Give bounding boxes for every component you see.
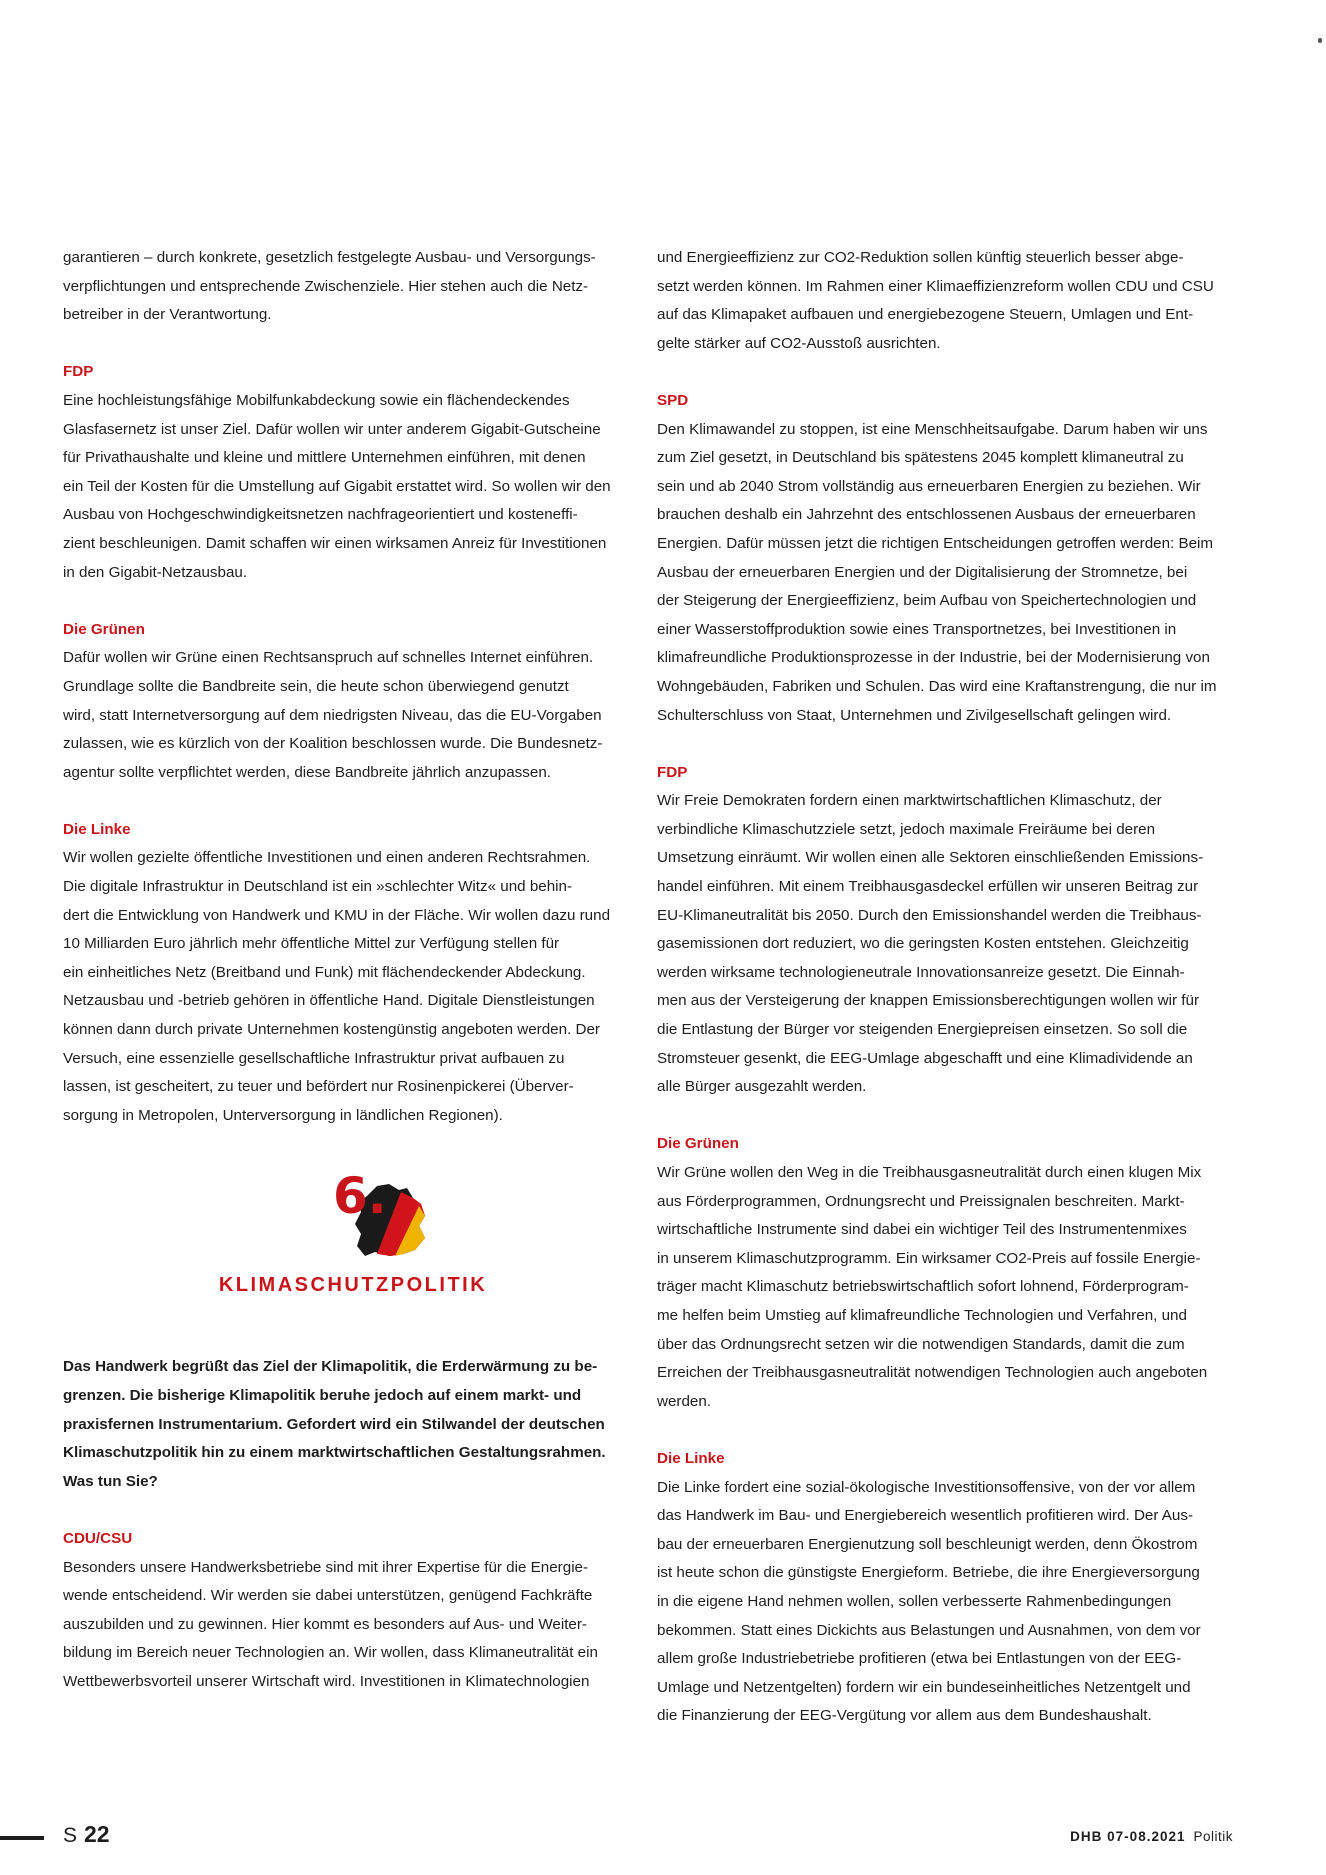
answer-gruene-digital xyxy=(63,616,643,788)
topic-title: KLIMASCHUTZPOLITIK xyxy=(218,1274,488,1297)
party-heading: Die Grünen xyxy=(63,620,145,638)
cdu-continuation xyxy=(657,244,1257,358)
footer-info xyxy=(1070,1827,1233,1847)
intro-section xyxy=(63,244,643,330)
party-heading: Die Linke xyxy=(63,820,131,838)
magazine-issue: DHB 07-08.2021 xyxy=(1070,1829,1186,1844)
answer-gruene-climate xyxy=(657,1130,1257,1416)
left-column xyxy=(63,244,643,1725)
answer-text: Die Linke fordert eine sozial-ökologische Investitionsoffensive, von der vor allem das Handwerk im Bau- und Energiebereich wesentlich profitieren wird. Der Aus- bau der erneuerbaren Energienutzung soll beschleunigt werden, denn Ökostrom ist heute schon die günstigste Energieform. Betriebe, die ihre Energieversorgung in die eigene Hand nehmen wollen, sollen verbesserte Rahmenbedingungen bekommen. Statt eines Dickichts aus Belastungen und Ausnahmen, von dem vor allem große Industriebetriebe profitieren (etwa bei Entlastungen von der EEG- Umlage und Netzentgelten) fordern wir ein bundeseinheitliches Netzentgelt und die Finanzierung der EEG-Vergütung vor allem aus dem Bundeshaushalt. xyxy=(657,1478,1201,1725)
right-column xyxy=(657,244,1257,1759)
answer-text: Wir Grüne wollen den Weg in die Treibhausgasneutralität durch einen klugen Mix aus Förderprogrammen, Ordnungsrecht und Preissignalen beschreiten. Markt- wirtschaftliche Instrumente sind dabei ein wichtiger Teil des Instrumentenmixes in unserem Klimaschutzprogramm. Ein wirksamer CO2-Preis auf fossile Energie- träger macht Klimaschutz betriebswirtschaftlich sofort lohnend, Förderprogram- me helfen beim Umstieg auf klimafreundliche Technologien und Verfahren, und über das Ordnungsrecht setzen wir die notwendigen Standards, damit die zum Erreichen der Treibhausgasneutralität notwendigen Technologien auch angeboten werden. xyxy=(657,1164,1208,1410)
continuation-text: und Energieeffizienz zur CO2-Reduktion sollen künftig steuerlich besser abge- setzt werden können. Im Rahmen einer Klimaeffizienzreform wollen CDU und CSU auf das Klimapaket aufbauen und energiebezogene Steuern, Umlagen und Ent- gelte stärker auf CO2-Ausstoß ausrichten. xyxy=(657,249,1214,352)
answer-text: Dafür wollen wir Grüne einen Rechtsanspruch auf schnelles Internet einführen. Grundlage sollte die Bandbreite sein, die heute schon überwiegend genutzt wird, statt Internetversorgung auf dem niedrigsten Niveau, das die EU-Vorgaben zulassen, wie es kürzlich von der Koalition beschlossen wurde. Die Bundesnetz- agentur sollte verpflichtet werden, diese Bandbreite jährlich anzupassen. xyxy=(63,649,603,781)
answer-text: Wir wollen gezielte öffentliche Investitionen und einen anderen Rechtsrahmen. Die digitale Infrastruktur in Deutschland ist ein »schlechter Witz« und behin- dert die Entwicklung von Handwerk und KMU in der Fläche. Wir wollen dazu rund 10 Milliarden Euro jährlich mehr öffentliche Mittel zur Verfügung stellen für ein einheitliches Netz (Breitband und Funk) mit flächendeckender Abdeckung. Netzausbau und -betrieb gehören in öffentliche Hand. Digitale Dienstleistungen können dann durch private Unternehmen kostengünstig angeboten werden. Der Versuch, eine essenzielle gesellschaftliche Infrastruktur privat aufbauen zu lassen, ist gescheitert, zu teuer und befördert nur Rosinenpickerei (Überver- sorgung in Metropolen, Unterversorgung in ländlichen Regionen). xyxy=(63,849,611,1124)
answer-text: Wir Freie Demokraten fordern einen marktwirtschaftlichen Klimaschutz, der verbindliche Klimaschutzziele setzt, jedoch maximale Freiräume bei deren Umsetzung einräumt. Wir wollen einen alle Sektoren einschließenden Emissions- handel einführen. Mit einem Treibhausgasdeckel erfüllen wir unseren Beitrag zur EU-Klimaneutralität bis 2050. Durch den Emissionshandel werden die Treibhaus- gasemissionen dort reduziert, wo die geringsten Kosten entstehen. Gleichzeitig werden wirksame technologieneutrale Innovationsanreize gesetzt. Die Einnah- men aus der Versteigerung der knappen Emissionsberechtigungen wollen wir für die Entlastung der Bürger vor steigenden Energiepreisen einsetzen. So soll die Stromsteuer gesenkt, die EEG-Umlage abgeschafft und eine Klimadividende an alle Bürger ausgezahlt werden. xyxy=(657,792,1204,1096)
party-heading: FDP xyxy=(63,363,94,381)
corner-mark xyxy=(1318,38,1322,43)
answer-cdu-climate xyxy=(63,1525,643,1697)
question-text: Das Handwerk begrüßt das Ziel der Klimapolitik, die Erderwärmung zu be- grenzen. Die bisherige Klimapolitik beruhe jedoch auf einem markt- und praxisfernen Instrumentarium. Gefordert wird ein Stilwandel der deutschen Klimaschutzpolitik hin zu einem marktwirtschaftlichen Gestaltungsrahmen. Was tun Sie? xyxy=(63,1358,606,1490)
page-number: 22 xyxy=(84,1821,110,1847)
answer-fdp-digital xyxy=(63,358,643,587)
answer-text: Besonders unsere Handwerksbetriebe sind mit ihrer Expertise für die Energie- wende entscheidend. Wir werden sie dabei unterstützen, genügend Fachkräfte auszubilden und zu gewinnen. Hier kommt es besonders auf Aus- und Weiter- bildung im Bereich neuer Technologien an. Wir wollen, dass Klimaneutralität ein Wettbewerbsvorteil unserer Wirtschaft wird. Investitionen in Klimatechnologien xyxy=(63,1558,598,1690)
intro-text: garantieren – durch konkrete, gesetzlich festgelegte Ausbau- und Versorgungs- verpflichtungen und entsprechende Zwischenziele. Hier stehen auch die Netz- betreiber in der Verantwortung. xyxy=(63,249,596,324)
party-heading: Die Linke xyxy=(657,1449,725,1467)
topic-badge xyxy=(63,1166,643,1311)
footer-rule xyxy=(0,1836,44,1840)
footer-section-name: Politik xyxy=(1193,1829,1233,1844)
footer-section-letter: S xyxy=(63,1824,78,1847)
party-heading: CDU/CSU xyxy=(63,1529,133,1547)
answer-fdp-climate xyxy=(657,759,1257,1102)
party-heading: Die Grünen xyxy=(657,1135,739,1153)
party-heading: FDP xyxy=(657,763,688,781)
answer-linke-climate xyxy=(657,1445,1257,1731)
answer-text: Eine hochleistungsfähige Mobilfunkabdeckung sowie ein flächendeckendes Glasfasernetz ist unser Ziel. Dafür wollen wir unter anderem Gigabit-Gutscheine für Privathaushalte und kleine und mittlere Unternehmen einführen, mit denen ein Teil der Kosten für die Umstellung auf Gigabit erstattet wird. So wollen wir den Ausbau von Hochgeschwindigkeitsnetzen nachfrageorientiert und kosteneffi- zient beschleunigen. Damit schaffen wir einen wirksamen Anreiz für Investitionen in den Gigabit-Netzausbau. xyxy=(63,391,611,581)
question-section xyxy=(63,1353,643,1496)
topic-number: 6. xyxy=(333,1167,387,1226)
answer-linke-digital xyxy=(63,816,643,1131)
answer-spd-climate xyxy=(657,387,1257,730)
answer-text: Den Klimawandel zu stoppen, ist eine Menschheitsaufgabe. Darum haben wir uns zum Ziel gesetzt, in Deutschland bis spätestens 2045 komplett klimaneutral zu sein und ab 2040 Strom vollständig aus erneuerbaren Energien zu beziehen. Wir brauchen deshalb ein Jahrzehnt des entschlossenen Ausbaus der erneuerbaren Energien. Dafür müssen jetzt die richtigen Entscheidungen getroffen werden: Beim Ausbau der erneuerbaren Energien und der Digitalisierung der Stromnetze, bei der Steigerung der Energieeffizienz, beim Aufbau von Speichertechnologien und einer Wasserstoffproduktion sowie eines Transportnetzes, bei Investitionen in klimafreundliche Produktionsprozesse in der Industrie, bei der Modernisierung von Wohngebäuden, Fabriken und Schulen. Das wird eine Kraftanstrengung, die nur im Schulterschluss von Staat, Unternehmen und Zivilgesellschaft gelingen wird. xyxy=(657,420,1217,724)
party-heading: SPD xyxy=(657,391,689,409)
